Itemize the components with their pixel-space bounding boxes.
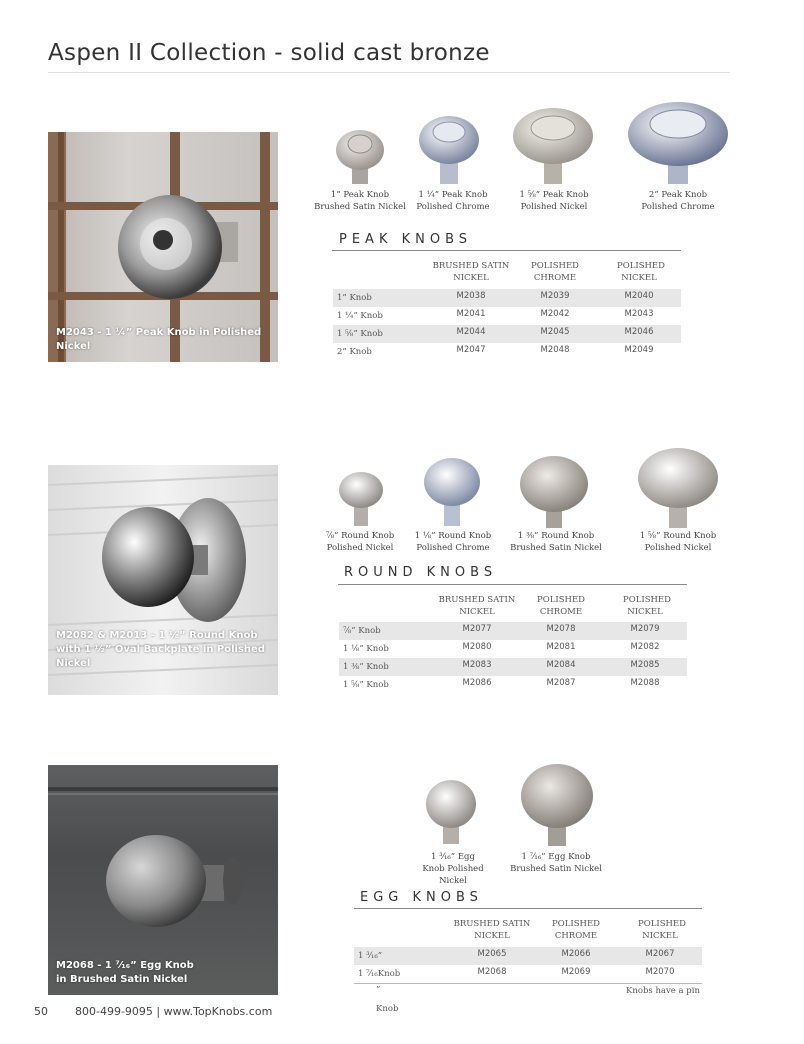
page-title: Aspen II Collection - solid cast bronze: [48, 40, 490, 66]
sku-cell: M2043: [624, 309, 654, 319]
sku-cell: M2085: [630, 660, 660, 670]
sku-cell: M2047: [456, 345, 486, 355]
egg-col-header-3: POLISHED NICKEL: [638, 919, 686, 941]
egg-knob-1-1875in-nickel-image: [422, 776, 480, 848]
egg-note-mark: ”: [376, 985, 381, 995]
footer-contact: 800-499-9095 | www.TopKnobs.com: [75, 1005, 273, 1018]
round-heading-rule: [338, 584, 687, 585]
peak-knob-2in-chrome-image: [624, 98, 732, 188]
peak-knobs-heading: PEAK KNOBS: [339, 232, 473, 247]
row-size: 1 ⁷⁄₁₆Knob: [358, 969, 401, 979]
row-size: 1 ⅜” Knob: [343, 662, 389, 672]
sku-cell: M2045: [540, 327, 570, 337]
peak-heading-rule: [332, 250, 681, 251]
round-knob-photo: [48, 465, 278, 695]
egg-knob-1-4375in-satin-image: [516, 762, 598, 850]
peak-product-label-2: 1 ¼” Peak Knob Polished Chrome: [416, 190, 490, 212]
peak-photo-caption: M2043 - 1 ¼” Peak Knob in Polished Nickel: [56, 327, 262, 352]
peak-product-label-4: 2” Peak Knob Polished Chrome: [641, 190, 715, 212]
round-knobs-heading: ROUND KNOBS: [344, 565, 498, 580]
page-number: 50: [34, 1005, 48, 1018]
round-product-label-3: 1 ⅜” Round Knob Brushed Satin Nickel: [510, 531, 602, 553]
sku-cell: M2044: [456, 327, 486, 337]
peak-knob-1-625in-nickel-image: [508, 104, 598, 188]
row-size: 1 ³⁄₁₆”: [358, 951, 383, 961]
peak-knob-1in-satin-image: [328, 120, 392, 190]
sku-cell: M2066: [561, 949, 591, 959]
round-product-label-4: 1 ⅝” Round Knob Polished Nickel: [639, 531, 717, 553]
peak-knobs-table: [333, 260, 681, 360]
egg-product-label-2: 1 ⁷⁄₁₆” Egg Knob Brushed Satin Nickel: [510, 852, 602, 874]
round-col-header-1: BRUSHED SATIN NICKEL: [438, 595, 516, 617]
sku-cell: M2067: [645, 949, 675, 959]
sku-cell: M2048: [540, 345, 570, 355]
round-knob-1-375in-satin-image: [514, 452, 594, 532]
round-product-label-2: 1 ⅛” Round Knob Polished Chrome: [414, 531, 492, 553]
egg-heading-rule: [354, 908, 702, 909]
egg-product-label-1: 1 ³⁄₁₆” Egg Knob Polished Nickel: [422, 852, 484, 886]
row-size: 1 ⅝” Knob: [337, 329, 383, 339]
sku-cell: M2039: [540, 291, 570, 301]
table-row: [339, 622, 687, 640]
round-knob-1-125in-chrome-image: [420, 454, 484, 530]
row-size: 1 ⅛” Knob: [343, 644, 389, 654]
egg-note-knob: Knob: [376, 1004, 399, 1014]
peak-product-label-1: 1” Peak Knob Brushed Satin Nickel: [314, 190, 406, 212]
sku-cell: M2088: [630, 678, 660, 688]
peak-col-header-1: BRUSHED SATIN NICKEL: [432, 261, 510, 283]
row-size: 1 ¼” Knob: [337, 311, 383, 321]
round-knob-0-875in-nickel-image: [334, 466, 388, 530]
table-row: [333, 307, 681, 325]
egg-knobs-table: [354, 918, 702, 984]
egg-note-pin: Knobs have a pin: [626, 986, 700, 996]
table-row: [339, 640, 687, 658]
sku-cell: M2084: [546, 660, 576, 670]
row-size: 2” Knob: [337, 347, 372, 357]
sku-cell: M2042: [540, 309, 570, 319]
round-photo-caption: M2082 & M2013 - 1 ⅛” Round Knob with 1 ½” Oval Backplate in Polished Nickel: [56, 630, 265, 669]
round-col-header-2: POLISHED CHROME: [537, 595, 585, 617]
egg-knobs-heading: EGG KNOBS: [360, 890, 483, 905]
sku-cell: M2070: [645, 967, 675, 977]
sku-cell: M2080: [462, 642, 492, 652]
sku-cell: M2040: [624, 291, 654, 301]
egg-knob-photo: [48, 765, 278, 995]
sku-cell: M2038: [456, 291, 486, 301]
peak-knob-1-25in-chrome-image: [414, 108, 484, 188]
round-knob-1-625in-nickel-image: [634, 444, 722, 532]
table-row: [339, 658, 687, 676]
table-row: [333, 343, 681, 361]
peak-knob-photo: [48, 132, 278, 362]
sku-cell: M2049: [624, 345, 654, 355]
sku-cell: M2083: [462, 660, 492, 670]
sku-cell: M2046: [624, 327, 654, 337]
row-size: 1 ⅝” Knob: [343, 680, 389, 690]
table-row: [354, 965, 702, 984]
table-row: [354, 947, 702, 965]
sku-cell: M2069: [561, 967, 591, 977]
table-row: [333, 289, 681, 307]
egg-col-header-2: POLISHED CHROME: [552, 919, 600, 941]
sku-cell: M2081: [546, 642, 576, 652]
egg-photo-caption: M2068 - 1 ⁷⁄₁₆” Egg Knob in Brushed Satin Nickel: [56, 960, 194, 985]
sku-cell: M2082: [630, 642, 660, 652]
peak-col-header-3: POLISHED NICKEL: [617, 261, 665, 283]
round-col-header-3: POLISHED NICKEL: [623, 595, 671, 617]
sku-cell: M2041: [456, 309, 486, 319]
egg-col-header-1: BRUSHED SATIN NICKEL: [453, 919, 531, 941]
title-divider: [48, 72, 730, 73]
sku-cell: M2068: [477, 967, 507, 977]
table-row: [333, 325, 681, 343]
sku-cell: M2079: [630, 624, 660, 634]
sku-cell: M2077: [462, 624, 492, 634]
sku-cell: M2078: [546, 624, 576, 634]
table-row: [339, 676, 687, 694]
round-product-label-1: ⅞” Round Knob Polished Nickel: [325, 531, 395, 553]
row-size: ⅞” Knob: [343, 626, 381, 636]
row-size: 1” Knob: [337, 293, 372, 303]
peak-product-label-3: 1 ⅝” Peak Knob Polished Nickel: [519, 190, 589, 212]
sku-cell: M2065: [477, 949, 507, 959]
peak-col-header-2: POLISHED CHROME: [531, 261, 579, 283]
sku-cell: M2086: [462, 678, 492, 688]
round-knobs-table: [339, 594, 687, 694]
sku-cell: M2087: [546, 678, 576, 688]
